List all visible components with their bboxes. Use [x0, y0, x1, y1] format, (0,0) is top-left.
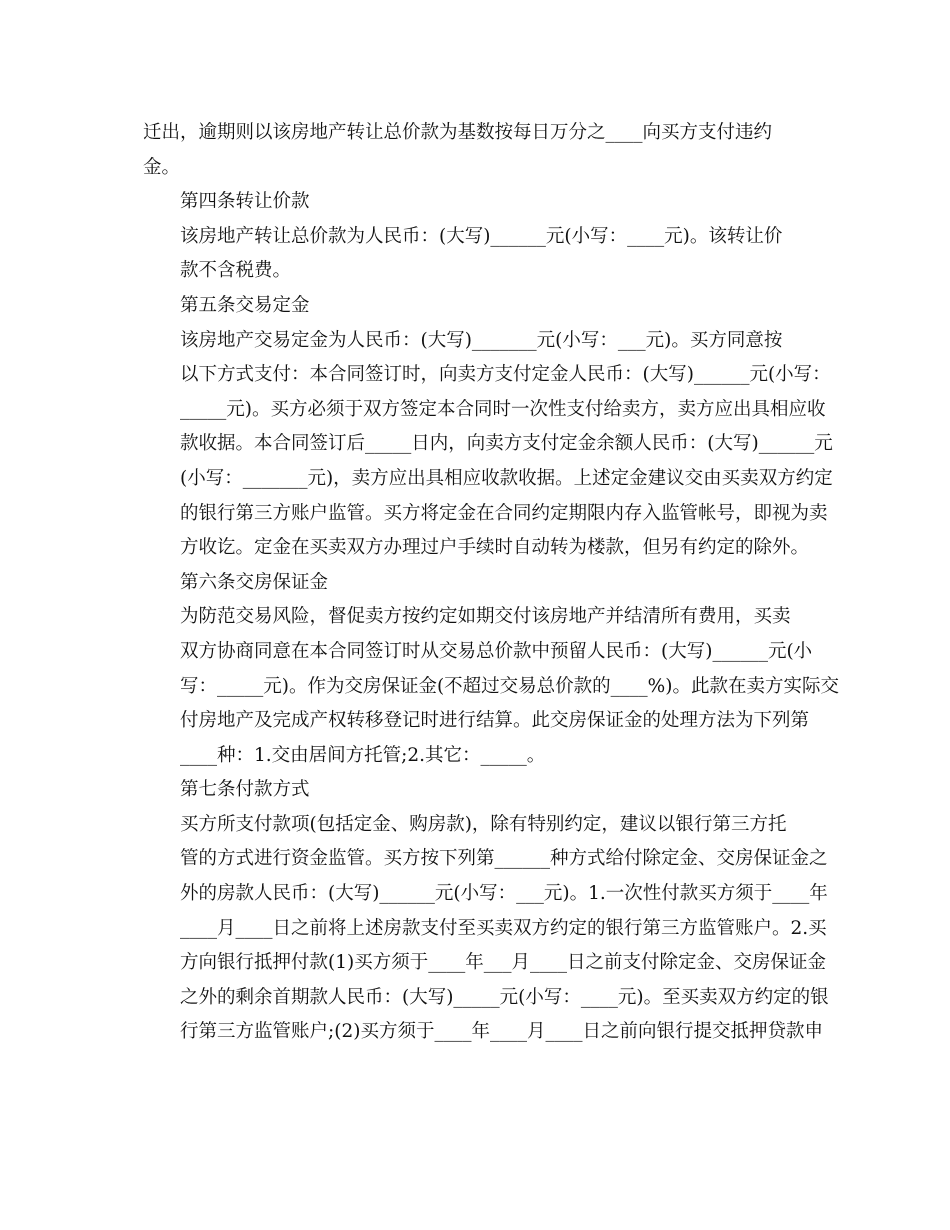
- text-line: 款不含税费。: [180, 260, 292, 282]
- paragraph-article-5: [143, 324, 833, 566]
- text-line: 迁出，逾期则以该房地产转让总价款为基数按每日万分之____向买方支付违约: [143, 122, 773, 143]
- text-line: 管的方式进行资金监管。买方按下列第______种方式给付除定金、交房保证金之: [180, 848, 828, 870]
- text-line: 买方所支付款项(包括定金、购房款)，除有特别约定，建议以银行第三方托: [180, 813, 787, 835]
- text-line: 该房地产转让总价款为人民币：(大写)______元(小写：____元)。该转让价: [180, 225, 783, 247]
- heading-article-4: [143, 185, 807, 220]
- heading-article-6: [143, 566, 807, 601]
- paragraph-article-4: [143, 220, 807, 289]
- text-line: 以下方式支付：本合同签订时，向卖方支付定金人民币：(大写)______元(小写：: [180, 364, 831, 386]
- text-line: 行第三方监管账户;(2)买方须于____年____月____日之前向银行提交抵押贷款申: [180, 1021, 823, 1043]
- text-line: (小写：_______元)，卖方应出具相应收款收据。上述定金建议交由买卖双方约定: [180, 467, 833, 489]
- text-line: 第七条付款方式: [180, 779, 310, 801]
- heading-article-7: [143, 773, 807, 808]
- text-line: 第六条交房保证金: [180, 571, 329, 593]
- text-line: 第五条交易定金: [180, 294, 310, 316]
- text-line: _____元)。买方必须于双方签定本合同时一次性支付给卖方，卖方应出具相应收: [180, 398, 826, 420]
- document-body: [143, 116, 839, 1050]
- text-line: 付房地产及完成产权转移登记时进行结算。此交房保证金的处理方法为下列第: [180, 710, 810, 732]
- text-line: ____月____日之前将上述房款支付至买卖双方约定的银行第三方监管账户。2.买: [180, 917, 827, 939]
- text-line: 方收讫。定金在买卖双方办理过户手续时自动转为楼款，但另有约定的除外。: [180, 537, 810, 559]
- text-line: 第四条转让价款: [180, 191, 310, 213]
- text-line: 该房地产交易定金为人民币：(大写)_______元(小写：___元)。买方同意按: [180, 329, 783, 351]
- paragraph-penalty-continuation: [143, 116, 807, 185]
- paragraph-article-7: [143, 808, 829, 1050]
- text-line: 为防范交易风险，督促卖方按约定如期交付该房地产并结清所有费用，买卖: [180, 606, 791, 628]
- text-line: ____种：1.交由居间方托管;2.其它：_____。: [180, 744, 546, 766]
- text-line: 双方协商同意在本合同签订时从交易总价款中预留人民币：(大写)______元(小: [180, 640, 813, 662]
- text-line: 写：_____元)。作为交房保证金(不超过交易总价款的____%)。此款在卖方实际交: [180, 675, 839, 697]
- text-line: 之外的剩余首期款人民币：(大写)_____元(小写：____元)。至买卖双方约定的银: [180, 986, 829, 1008]
- text-line: 方向银行抵押付款(1)买方须于____年___月____日之前支付除定金、交房保证金: [180, 952, 826, 974]
- text-line: 的银行第三方账户监管。买方将定金在合同约定期限内存入监管帐号，即视为卖: [180, 502, 828, 524]
- paragraph-article-6: [143, 600, 839, 773]
- heading-article-5: [143, 289, 807, 324]
- text-line: 外的房款人民币：(大写)______元(小写：___元)。1.一次性付款买方须于____年: [180, 883, 828, 905]
- text-line: 款收据。本合同签订后_____日内，向卖方支付定金余额人民币：(大写)______元: [180, 433, 833, 455]
- text-line: 金。: [143, 156, 181, 178]
